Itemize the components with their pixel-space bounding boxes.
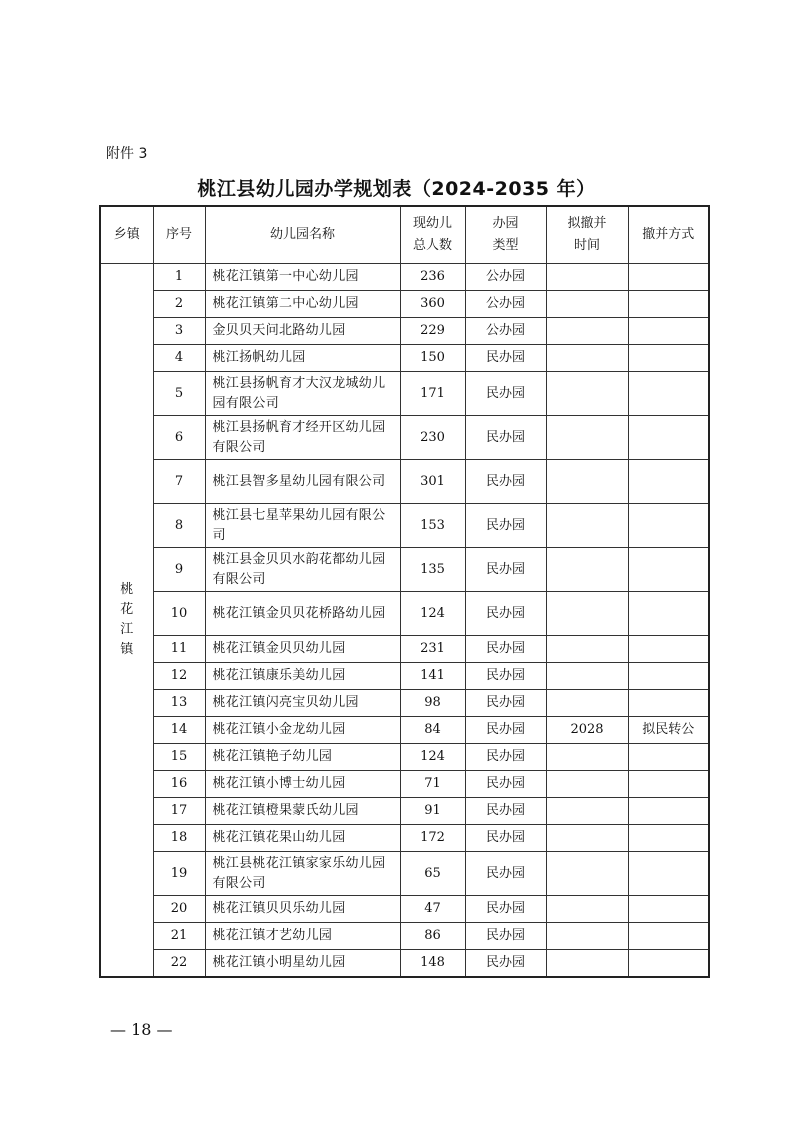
row-count: 236	[400, 264, 465, 291]
attachment-label: 附件 3	[106, 146, 148, 162]
row-count: 124	[400, 744, 465, 771]
town-cell	[100, 264, 153, 978]
row-no: 10	[153, 592, 205, 636]
row-count: 86	[400, 923, 465, 950]
table-row	[100, 264, 709, 291]
row-method	[628, 825, 709, 852]
row-time	[546, 950, 628, 978]
table-row	[100, 923, 709, 950]
row-time	[546, 690, 628, 717]
row-method	[628, 798, 709, 825]
table-row	[100, 460, 709, 504]
row-method	[628, 923, 709, 950]
row-method	[628, 460, 709, 504]
header-type	[465, 206, 546, 264]
row-method	[628, 896, 709, 923]
row-type: 民办园	[465, 771, 546, 798]
row-type: 公办园	[465, 264, 546, 291]
table-row	[100, 291, 709, 318]
row-no: 12	[153, 663, 205, 690]
row-count: 301	[400, 460, 465, 504]
row-no: 1	[153, 264, 205, 291]
row-count: 71	[400, 771, 465, 798]
row-name: 桃花江镇小博士幼儿园	[205, 771, 400, 798]
row-type: 民办园	[465, 548, 546, 592]
row-time	[546, 592, 628, 636]
row-time	[546, 636, 628, 663]
row-count: 91	[400, 798, 465, 825]
row-count: 153	[400, 504, 465, 548]
table-row	[100, 771, 709, 798]
row-name: 桃花江镇橙果蒙氏幼儿园	[205, 798, 400, 825]
row-method	[628, 592, 709, 636]
row-time	[546, 460, 628, 504]
row-time	[546, 798, 628, 825]
row-no: 6	[153, 416, 205, 460]
row-count: 84	[400, 717, 465, 744]
row-no: 9	[153, 548, 205, 592]
row-time	[546, 771, 628, 798]
table-row	[100, 852, 709, 896]
row-name: 桃花江镇金贝贝幼儿园	[205, 636, 400, 663]
row-type: 公办园	[465, 291, 546, 318]
header-count-line2: 总人数	[412, 238, 452, 253]
row-name: 桃花江镇才艺幼儿园	[205, 923, 400, 950]
table-row	[100, 896, 709, 923]
row-no: 11	[153, 636, 205, 663]
table-row	[100, 416, 709, 460]
row-count: 148	[400, 950, 465, 978]
row-type: 民办园	[465, 798, 546, 825]
row-type: 民办园	[465, 504, 546, 548]
row-no: 8	[153, 504, 205, 548]
row-count: 229	[400, 318, 465, 345]
row-time	[546, 825, 628, 852]
row-name: 桃江县桃花江镇家家乐幼儿园有限公司	[205, 852, 400, 896]
row-method	[628, 372, 709, 416]
row-method	[628, 548, 709, 592]
row-name: 金贝贝天问北路幼儿园	[205, 318, 400, 345]
table-row	[100, 548, 709, 592]
header-type-line2: 类型	[492, 238, 519, 253]
table-row	[100, 690, 709, 717]
row-count: 65	[400, 852, 465, 896]
row-time	[546, 744, 628, 771]
row-type: 民办园	[465, 345, 546, 372]
row-name: 桃江县扬帆育才经开区幼儿园有限公司	[205, 416, 400, 460]
row-no: 20	[153, 896, 205, 923]
row-type: 民办园	[465, 825, 546, 852]
row-count: 47	[400, 896, 465, 923]
row-count: 171	[400, 372, 465, 416]
town-char: 江	[120, 622, 134, 637]
kindergarten-plan-table	[99, 205, 710, 978]
row-time	[546, 548, 628, 592]
table-row	[100, 825, 709, 852]
row-type: 民办园	[465, 460, 546, 504]
row-time	[546, 318, 628, 345]
row-type: 民办园	[465, 744, 546, 771]
document-title: 桃江县幼儿园办学规划表（2024-2035 年）	[197, 178, 596, 200]
header-time	[546, 206, 628, 264]
row-type: 公办园	[465, 318, 546, 345]
table-row	[100, 744, 709, 771]
row-time	[546, 264, 628, 291]
row-type: 民办园	[465, 896, 546, 923]
row-no: 3	[153, 318, 205, 345]
row-time	[546, 291, 628, 318]
row-time	[546, 372, 628, 416]
row-method	[628, 771, 709, 798]
row-no: 14	[153, 717, 205, 744]
header-count	[400, 206, 465, 264]
row-name: 桃花江镇花果山幼儿园	[205, 825, 400, 852]
row-name: 桃花江镇贝贝乐幼儿园	[205, 896, 400, 923]
row-count: 230	[400, 416, 465, 460]
row-time	[546, 896, 628, 923]
row-name: 桃江县七星苹果幼儿园有限公司	[205, 504, 400, 548]
row-name: 桃花江镇闪亮宝贝幼儿园	[205, 690, 400, 717]
row-method	[628, 950, 709, 978]
row-type: 民办园	[465, 923, 546, 950]
table-row	[100, 717, 709, 744]
row-no: 4	[153, 345, 205, 372]
row-method	[628, 345, 709, 372]
row-type: 民办园	[465, 663, 546, 690]
row-count: 124	[400, 592, 465, 636]
row-method	[628, 744, 709, 771]
town-char: 花	[120, 602, 134, 617]
row-no: 21	[153, 923, 205, 950]
row-time	[546, 923, 628, 950]
row-no: 22	[153, 950, 205, 978]
row-name: 桃花江镇艳子幼儿园	[205, 744, 400, 771]
row-method	[628, 291, 709, 318]
page-number: — 18 —	[110, 1020, 173, 1039]
header-type-line1: 办园	[492, 216, 519, 231]
row-name: 桃江县扬帆育才大汉龙城幼儿园有限公司	[205, 372, 400, 416]
row-method	[628, 663, 709, 690]
row-time	[546, 416, 628, 460]
row-name: 桃花江镇金贝贝花桥路幼儿园	[205, 592, 400, 636]
header-count-line1: 现幼儿	[412, 216, 452, 231]
row-name: 桃江县金贝贝水韵花都幼儿园有限公司	[205, 548, 400, 592]
table-row	[100, 950, 709, 978]
header-name: 幼儿园名称	[205, 206, 400, 264]
row-no: 5	[153, 372, 205, 416]
row-method	[628, 636, 709, 663]
row-count: 141	[400, 663, 465, 690]
row-method	[628, 416, 709, 460]
row-method: 拟民转公	[628, 717, 709, 744]
row-no: 2	[153, 291, 205, 318]
header-time-line2: 时间	[573, 238, 600, 253]
table-row	[100, 504, 709, 548]
row-type: 民办园	[465, 717, 546, 744]
table-row	[100, 592, 709, 636]
row-time	[546, 504, 628, 548]
row-name: 桃花江镇第一中心幼儿园	[205, 264, 400, 291]
row-no: 17	[153, 798, 205, 825]
row-no: 13	[153, 690, 205, 717]
row-name: 桃花江镇康乐美幼儿园	[205, 663, 400, 690]
row-time	[546, 852, 628, 896]
header-method: 撤并方式	[628, 206, 709, 264]
row-time: 2028	[546, 717, 628, 744]
town-char: 镇	[120, 642, 134, 657]
header-town: 乡镇	[100, 206, 153, 264]
row-count: 172	[400, 825, 465, 852]
row-count: 231	[400, 636, 465, 663]
town-char: 桃	[120, 582, 134, 597]
row-no: 15	[153, 744, 205, 771]
table-row	[100, 372, 709, 416]
row-method	[628, 852, 709, 896]
row-type: 民办园	[465, 852, 546, 896]
row-method	[628, 504, 709, 548]
row-type: 民办园	[465, 690, 546, 717]
header-row	[100, 206, 709, 264]
row-name: 桃江县智多星幼儿园有限公司	[205, 460, 400, 504]
row-no: 19	[153, 852, 205, 896]
table-row	[100, 345, 709, 372]
table-row	[100, 636, 709, 663]
row-time	[546, 663, 628, 690]
header-no: 序号	[153, 206, 205, 264]
row-count: 135	[400, 548, 465, 592]
row-name: 桃花江镇小明星幼儿园	[205, 950, 400, 978]
row-name: 桃江扬帆幼儿园	[205, 345, 400, 372]
table-row	[100, 318, 709, 345]
table-row	[100, 798, 709, 825]
row-type: 民办园	[465, 372, 546, 416]
row-name: 桃花江镇小金龙幼儿园	[205, 717, 400, 744]
row-type: 民办园	[465, 636, 546, 663]
row-count: 98	[400, 690, 465, 717]
row-method	[628, 264, 709, 291]
row-no: 18	[153, 825, 205, 852]
row-count: 360	[400, 291, 465, 318]
table-row	[100, 663, 709, 690]
row-method	[628, 690, 709, 717]
row-no: 16	[153, 771, 205, 798]
row-name: 桃花江镇第二中心幼儿园	[205, 291, 400, 318]
row-method	[628, 318, 709, 345]
row-type: 民办园	[465, 950, 546, 978]
row-no: 7	[153, 460, 205, 504]
row-type: 民办园	[465, 416, 546, 460]
header-time-line1: 拟撤并	[567, 216, 607, 231]
row-count: 150	[400, 345, 465, 372]
row-type: 民办园	[465, 592, 546, 636]
row-time	[546, 345, 628, 372]
